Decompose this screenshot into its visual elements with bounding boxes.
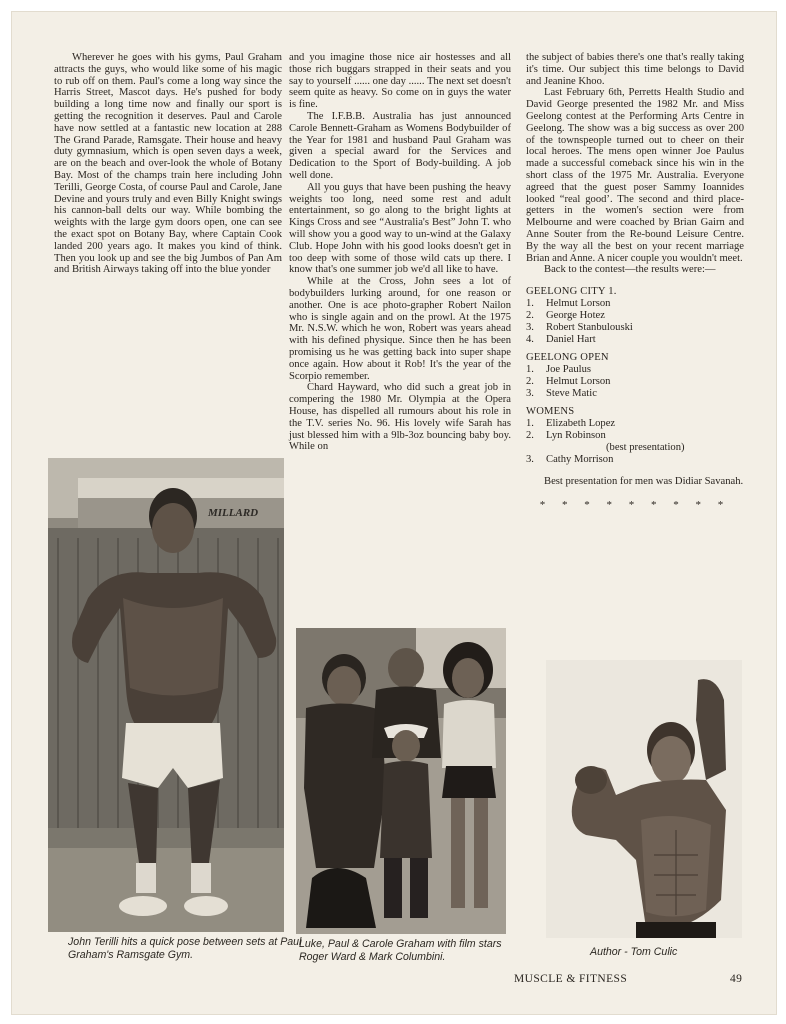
- result-entry: 4. Daniel Hart: [526, 334, 596, 346]
- result-group-heading: GEELONG OPEN: [526, 352, 609, 364]
- contest-results: [526, 286, 744, 466]
- result-entry: 3. Robert Stanbulouski: [526, 322, 633, 334]
- article-column-2: [289, 52, 511, 453]
- article-column-1: [54, 52, 282, 276]
- section-divider: * * * * * * * * *: [539, 498, 731, 511]
- magazine-title: MUSCLE & FITNESS: [514, 973, 628, 985]
- paragraph: The I.F.B.B. Australia has just announced Carole Bennett-Graham as Womens Bodybuilder of the Year for 1981 and husband Paul Graham was given a special award for the Services and Dedication to the Sport of Body-building. A job well done.: [289, 110, 511, 181]
- photo-author: [546, 660, 742, 938]
- photo-caption: Luke, Paul & Carole Graham with film stars Roger Ward & Mark Columbini.: [299, 938, 502, 963]
- article-column-3: [526, 52, 744, 512]
- photo-john-terilli: [48, 458, 284, 932]
- paragraph: and you imagine those nice air hostesses and all those rich buggars strapped in their seats and you say to yourself ...... one day ...... The next set doesn't seem quite as heavy. So come on in guys the water is fine.: [289, 52, 511, 111]
- paragraph: Back to the contest—the results were:—: [544, 264, 716, 276]
- result-entry: 3. Cathy Morrison: [526, 454, 614, 466]
- result-entry: 1. Joe Paulus: [526, 364, 592, 376]
- result-group: [526, 352, 744, 400]
- paragraph: Wherever he goes with his gyms, Paul Graham attracts the guys, who would like some of his magic to rub off on them. Paul's come a long way since the Harris Street, Mascot days. He's pushed for body building a long time now and finally our sport is getting the recognition it deserves. Paul and Carole have now settled at a fantastic new location at 288 The Grand Parade, Ramsgate. Their house and heavy duty gymnasium, which is open seven days a week, are on the beach and over-look the whole of Botany Bay. Most of the champs train here including John Terilli, George Costa, of course Paul and Carole, Jane Devine and yours truly and even Billy Knight swings his cannon-ball delts our way. While bombing the weights with the large gym doors open, one can see the exact spot on Botany Bay, where Captain Cook landed 200 years ago. It makes you kind of think. Then you look up and see the big Jumbos of Pan Am and British Airways taking off into the blue yonder: [54, 52, 282, 276]
- photo-caption: Author - Tom Culic: [590, 946, 678, 958]
- result-entry: 2. George Hotez: [526, 310, 605, 322]
- result-group-heading: GEELONG CITY 1.: [526, 286, 617, 298]
- result-entry: 2. Lyn Robinson: [526, 430, 606, 442]
- photo-caption: John Terilli hits a quick pose between sets at Paul Graham's Ramsgate Gym.: [68, 936, 302, 961]
- result-entry: 1. Helmut Lorson: [526, 298, 611, 310]
- magazine-page: [12, 12, 776, 1014]
- result-group-heading: WOMENS: [526, 406, 575, 418]
- paragraph: While at the Cross, John sees a lot of bodybuilders lurking around, for one reason or another. One is ace photo-grapher Robert Nailon who is single again and on the prowl. At the 1975 Mr. N.S.W. which he won, Robert was years ahead with his defined physique. Since then he has been promising us he was getting back into super shape once again. How about it Rob! It's the year of the Scorpio remember.: [289, 276, 511, 382]
- result-entry: 2. Helmut Lorson: [526, 376, 611, 388]
- result-group: [526, 406, 744, 466]
- result-entry: 3. Steve Matic: [526, 388, 597, 400]
- paragraph: Last February 6th, Perretts Health Studio and David George presented the 1982 Mr. and Miss Geelong contest at the Performing Arts Centre in Geelong. The show was a big success as over 200 of the townspeople turned out to cheer on their local heroes. The mens open winner Joe Paulus made a successful comeback since his win in the short class of the 1975 Mr. Australia. Everyone agreed that the guest poser Sammy Ioannides looked “real good’. The second and third place-getters in the women's section were from Melbourne and were coached by Brian Gairn and Anne Souter from the Re-bound Leisure Centre. By the way all the best on your recent marriage Brian and Anne. A nicer couple you wouldn't meet.: [526, 87, 744, 264]
- result-entry: 1. Elizabeth Lopez: [526, 418, 616, 430]
- paragraph: the subject of babies there's one that's really taking it's time. Our subject this time belongs to David and Jeanine Khoo.: [526, 52, 744, 87]
- result-entry: (best presentation): [606, 442, 685, 454]
- result-group: [526, 286, 744, 346]
- photo-graham-group: [296, 628, 506, 934]
- page-number: 49: [730, 973, 743, 985]
- paragraph: Chard Hayward, who did such a great job in compering the 1980 Mr. Olympia at the Opera House, has dispelled all rumours about his role in the T.V. series No. 96. His lovely wife Sarah has just blessed him with a 9lb-3oz bouncing baby boy. While on: [289, 382, 511, 453]
- paragraph: All you guys that have been pushing the heavy weights too long, need some rest and adult entertainment, so go along to the bright lights at Kings Cross and see “Australia's Best” John T. who will show you a good way to un-wind at the Galaxy Club. Hope John with his good looks doesn't get in too deep with some of those wild cats up there. I know that's one summer job we'd all like to have.: [289, 181, 511, 276]
- paragraph: Best presentation for men was Didiar Savanah.: [544, 476, 744, 488]
- gym-sign-text: MILLARD: [208, 507, 259, 519]
